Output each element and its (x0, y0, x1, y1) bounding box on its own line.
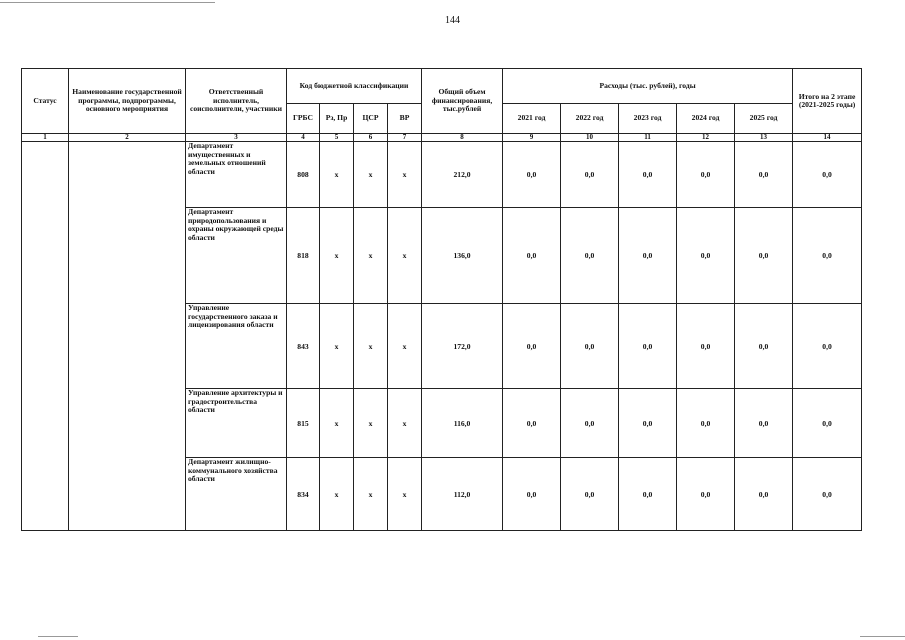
header-csr: ЦСР (354, 104, 388, 134)
header-expenses: Расходы (тыс. рублей), годы (503, 69, 793, 104)
grbs-cell: 808 (287, 142, 320, 208)
column-number: 4 (287, 134, 320, 142)
year-2021-cell: 0,0 (503, 304, 561, 389)
scan-edge-line (860, 636, 905, 637)
year-2021-cell: 0,0 (503, 208, 561, 304)
year-2022-cell: 0,0 (561, 142, 619, 208)
rz-pr-cell: х (320, 142, 354, 208)
header-name: Наименование государственной программы, подпрограммы, основного мероприятия (69, 69, 186, 134)
year-2023-cell: 0,0 (619, 208, 677, 304)
status-cell (22, 142, 69, 531)
executor-cell: Управление архитектуры и градостроительства области (186, 389, 287, 458)
year-2023-cell: 0,0 (619, 304, 677, 389)
column-number-row (22, 134, 862, 142)
scan-edge-line (0, 2, 215, 3)
header-status: Статус (22, 69, 69, 134)
grbs-cell: 834 (287, 458, 320, 531)
grbs-cell: 818 (287, 208, 320, 304)
header-year-2023: 2023 год (619, 104, 677, 134)
rz-pr-cell: х (320, 304, 354, 389)
vr-cell: х (388, 304, 422, 389)
column-number: 7 (388, 134, 422, 142)
year-2025-cell: 0,0 (735, 458, 793, 531)
table-row (22, 142, 862, 208)
column-number: 14 (793, 134, 862, 142)
year-2022-cell: 0,0 (561, 389, 619, 458)
header-total-volume: Общий объем финансирования, тыс.рублей (422, 69, 503, 134)
year-2024-cell: 0,0 (677, 304, 735, 389)
page-number: 144 (445, 15, 460, 26)
year-2024-cell: 0,0 (677, 389, 735, 458)
csr-cell: х (354, 389, 388, 458)
header-year-2022: 2022 год (561, 104, 619, 134)
header-rz-pr: Рз, Пр (320, 104, 354, 134)
vr-cell: х (388, 389, 422, 458)
year-2022-cell: 0,0 (561, 304, 619, 389)
executor-cell: Управление государственного заказа и лицензирования области (186, 304, 287, 389)
total-cell: 212,0 (422, 142, 503, 208)
vr-cell: х (388, 208, 422, 304)
header-stage-total: Итого на 2 этапе (2021-2025 годы) (793, 69, 862, 134)
header-vr: ВР (388, 104, 422, 134)
total-cell: 112,0 (422, 458, 503, 531)
vr-cell: х (388, 142, 422, 208)
csr-cell: х (354, 304, 388, 389)
header-budget-code: Код бюджетной классификации (287, 69, 422, 104)
year-2023-cell: 0,0 (619, 142, 677, 208)
total-cell: 136,0 (422, 208, 503, 304)
csr-cell: х (354, 458, 388, 531)
header-year-2025: 2025 год (735, 104, 793, 134)
column-number: 11 (619, 134, 677, 142)
rz-pr-cell: х (320, 458, 354, 531)
total-cell: 172,0 (422, 304, 503, 389)
column-number: 3 (186, 134, 287, 142)
executor-cell: Департамент имущественных и земельных отношений области (186, 142, 287, 208)
program-name-cell (69, 142, 186, 531)
year-2021-cell: 0,0 (503, 389, 561, 458)
stage-total-cell: 0,0 (793, 208, 862, 304)
year-2021-cell: 0,0 (503, 142, 561, 208)
column-number: 8 (422, 134, 503, 142)
year-2025-cell: 0,0 (735, 389, 793, 458)
year-2024-cell: 0,0 (677, 208, 735, 304)
executor-cell: Департамент природопользования и охраны окружающей среды области (186, 208, 287, 304)
stage-total-cell: 0,0 (793, 304, 862, 389)
csr-cell: х (354, 208, 388, 304)
executor-cell: Департамент жилищно-коммунального хозяйства области (186, 458, 287, 531)
budget-table (21, 68, 862, 531)
header-year-2021: 2021 год (503, 104, 561, 134)
year-2025-cell: 0,0 (735, 142, 793, 208)
header-responsible: Ответственный исполнитель, соисполнители, участники (186, 69, 287, 134)
header-row (22, 69, 862, 104)
column-number: 2 (69, 134, 186, 142)
header-grbs: ГРБС (287, 104, 320, 134)
year-2025-cell: 0,0 (735, 208, 793, 304)
year-2022-cell: 0,0 (561, 458, 619, 531)
vr-cell: х (388, 458, 422, 531)
column-number: 5 (320, 134, 354, 142)
year-2022-cell: 0,0 (561, 208, 619, 304)
column-number: 9 (503, 134, 561, 142)
column-number: 10 (561, 134, 619, 142)
column-number: 6 (354, 134, 388, 142)
year-2021-cell: 0,0 (503, 458, 561, 531)
stage-total-cell: 0,0 (793, 458, 862, 531)
year-2023-cell: 0,0 (619, 389, 677, 458)
column-number: 1 (22, 134, 69, 142)
header-year-2024: 2024 год (677, 104, 735, 134)
csr-cell: х (354, 142, 388, 208)
column-number: 13 (735, 134, 793, 142)
scan-edge-line (38, 636, 78, 637)
stage-total-cell: 0,0 (793, 389, 862, 458)
total-cell: 116,0 (422, 389, 503, 458)
grbs-cell: 843 (287, 304, 320, 389)
rz-pr-cell: х (320, 389, 354, 458)
column-number: 12 (677, 134, 735, 142)
year-2024-cell: 0,0 (677, 458, 735, 531)
year-2025-cell: 0,0 (735, 304, 793, 389)
grbs-cell: 815 (287, 389, 320, 458)
stage-total-cell: 0,0 (793, 142, 862, 208)
year-2023-cell: 0,0 (619, 458, 677, 531)
rz-pr-cell: х (320, 208, 354, 304)
year-2024-cell: 0,0 (677, 142, 735, 208)
